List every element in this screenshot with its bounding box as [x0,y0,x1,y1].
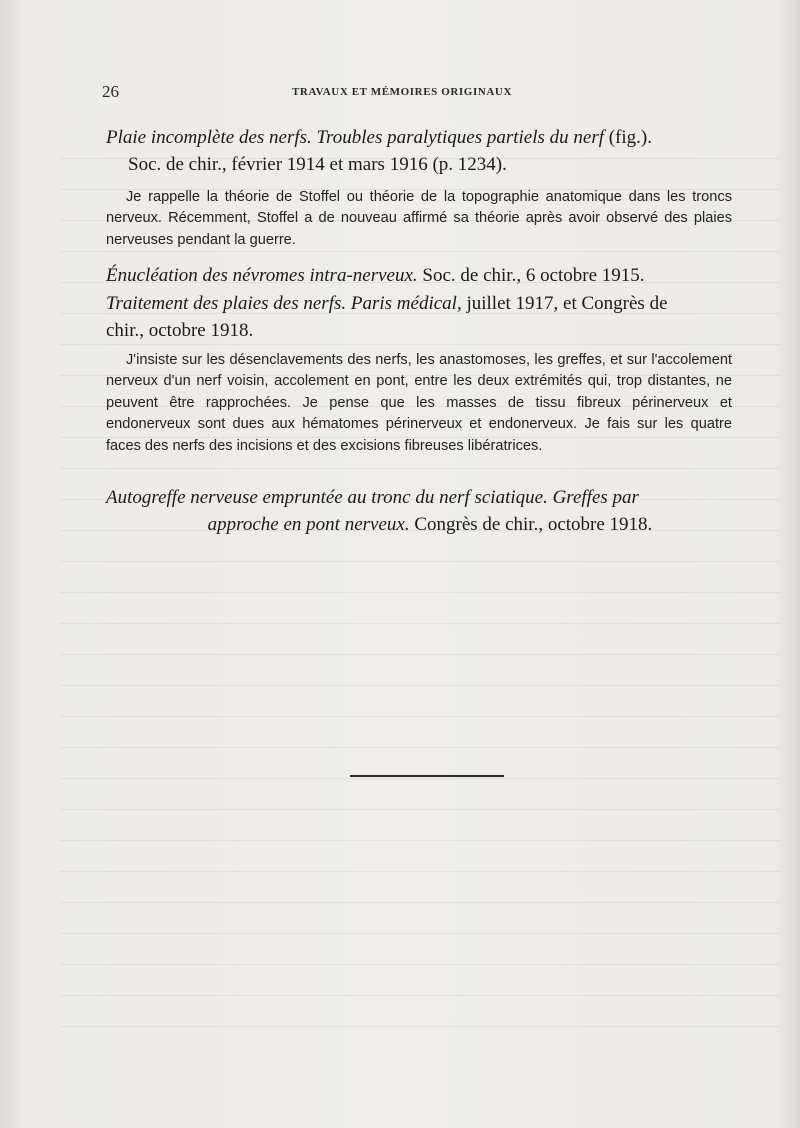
reference-title-cont: approche en pont nerveux. [207,514,410,535]
reference-source: Soc. de chir., 6 octobre 1915. [417,265,645,286]
reference-title: Plaie incomplète des nerfs. Troubles paralytiques partiels du nerf [106,127,604,148]
reference-entry [106,484,732,538]
reference-source: Congrès de chir., octobre 1918. [409,514,653,535]
running-head: TRAVAUX ET MÉMOIRES ORIGINAUX [292,86,513,98]
reference-source: Soc. de chir., février 1914 et mars 1916 (p. 1234). [128,154,507,175]
page-header [102,82,692,104]
commentary-paragraph [106,350,732,457]
reference-title-cont-line [106,511,732,538]
reference-title: Énucléation des névromes intra-nerveux. [106,265,418,286]
commentary-text: Je rappelle la théorie de Stoffel ou théorie de la topographie anatomique dans les troncs nerveux. Récemment, Stoffel a de nouveau affirmé sa théorie après avoir observé des plaies nerveuses pendant la guerre. [106,189,732,248]
page-number: 26 [102,82,119,101]
reference-title: Traitement des plaies des nerfs. Paris médical, [106,293,462,314]
reference-title: Autogreffe nerveuse empruntée au tronc du nerf sciatique. Greffes par [106,487,639,508]
section-end-rule [350,775,504,777]
reference-entry [106,124,732,178]
reference-entry [106,262,732,289]
reference-title-suffix: (fig.). [604,127,653,148]
commentary-paragraph [106,187,732,251]
reference-source-cont: chir., octobre 1918. [106,320,254,341]
commentary-text: J'insiste sur les désenclavements des nerfs, les anastomoses, les greffes, et sur l'accolement nerveux d'un nerf voisin, accolement en pont, entre les deux extrémités qui, trop distantes, ne peuvent être rapprochées. Je pense que les masses de tissu fibreux périnerveux et endonerveux sont dues aux hématomes périnerveux et endonerveux. Je fais sur les quatre faces des nerfs des incisions et des excisions fibreuses libératrices. [106,352,732,454]
reference-entry [106,290,732,344]
reference-source: juillet 1917, et Congrès de [461,293,668,314]
